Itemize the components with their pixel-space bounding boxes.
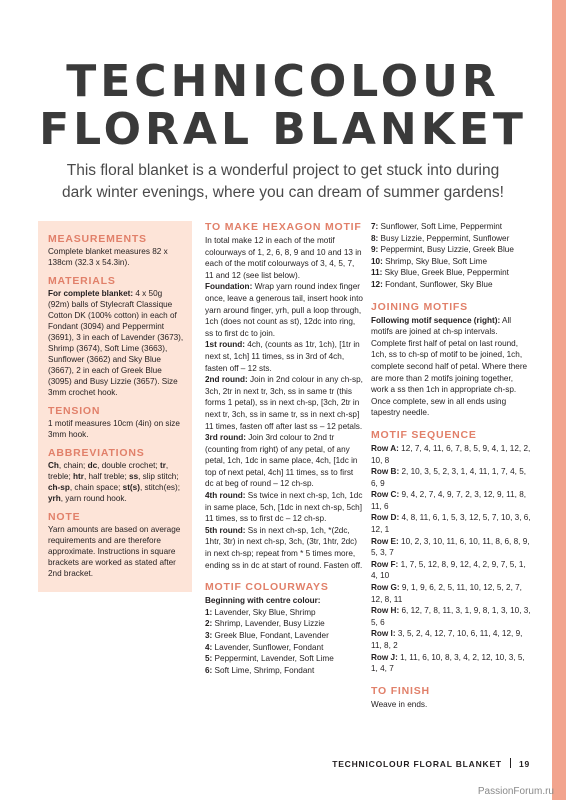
row-label: Row F: <box>371 559 399 569</box>
row-label: Row I: <box>371 629 396 639</box>
footer-separator <box>510 758 511 768</box>
abbr-key: Ch <box>48 461 59 470</box>
note-text: Yarn amounts are based on average requirements and are therefore approximate. Instructions in square brackets are worked as stated after 2nd bracket. <box>48 525 181 578</box>
colourway-number: 9: <box>371 245 379 255</box>
joining-bold: Following motif sequence (right): <box>371 315 501 325</box>
colourways-subheading <box>205 595 363 607</box>
row-values: 10, 2, 3, 10, 11, 6, 10, 11, 8, 6, 8, 9, 5, 3, 7 <box>371 536 530 558</box>
step-text: Ss in next ch-sp, 1ch, *(2dc, 1htr, 3tr) in next ch-sp, 3ch, (3tr, 1htr, 2dc) in next ch-sp; repeat from * 5 times more, ending ss in dc at start of round. Fasten off. <box>205 525 363 570</box>
colourway-item <box>205 653 363 665</box>
row-label: Row H: <box>371 606 400 616</box>
colourway-item <box>371 244 531 256</box>
abbr-key: ss <box>129 472 139 481</box>
row-label: Row D: <box>371 513 400 523</box>
abbr-value: , treble; <box>48 461 169 481</box>
round-4-step <box>205 490 363 525</box>
step-text: Join in 2nd colour in any ch-sp, 3ch, 2tr in next tr, 3ch, ss in same tr (this forms 1 petal), ss in next ch-sp, [3ch, 2tr in next tr, 3ch, ss in same tr, ss in next ch-sp] 11 times, fasten off after last ss – 12 petals. <box>205 375 363 431</box>
sequence-row <box>371 652 531 675</box>
footer-title: TECHNICOLOUR FLORAL BLANKET <box>332 759 502 769</box>
sequence-row <box>371 536 531 559</box>
foundation-step <box>205 281 363 339</box>
page-number: 19 <box>518 759 530 769</box>
colourways-sub-label: Beginning with centre colour: <box>205 596 321 606</box>
abbreviations-text <box>48 460 184 504</box>
step-label: Foundation: <box>205 282 253 292</box>
hexagon-intro: In total make 12 in each of the motif colourways of 1, 2, 6, 8, 9 and 10 and 13 in each of the motif colourways of 3, 4, 5, 7, 11 and 12 (see list below). <box>205 236 362 280</box>
joining-text <box>371 315 531 419</box>
round-2-step <box>205 374 363 432</box>
hexagon-heading: TO MAKE HEXAGON MOTIF <box>205 221 362 233</box>
step-label: 5th round: <box>205 525 246 535</box>
row-label: Row C: <box>371 490 400 500</box>
finish-text: Weave in ends. <box>371 699 428 709</box>
materials-heading: MATERIALS <box>48 275 116 287</box>
tension-heading: TENSION <box>48 405 101 417</box>
colourway-item <box>205 630 363 642</box>
sequence-row <box>371 628 531 651</box>
row-values: 12, 7, 4, 11, 6, 7, 8, 5, 9, 4, 1, 12, 2, 10, 8 <box>371 443 531 465</box>
materials-text <box>48 288 184 398</box>
colourway-number: 8: <box>371 233 379 243</box>
step-label: 2nd round: <box>205 375 248 385</box>
abbr-key: tr <box>159 461 166 470</box>
row-values: 4, 8, 11, 6, 1, 5, 3, 12, 5, 7, 10, 3, 6, 12, 1 <box>371 513 531 535</box>
watermark: PassionForum.ru <box>477 786 554 797</box>
abbr-value: , chain; <box>58 461 88 470</box>
colourway-number: 3: <box>205 631 213 640</box>
sequence-row <box>371 443 531 466</box>
round-3-step <box>205 432 363 490</box>
abbr-value: , half treble; <box>83 472 130 481</box>
colourway-number: 4: <box>205 642 213 652</box>
row-label: Row J: <box>371 652 398 662</box>
materials-body: 4 x 50g (92m) balls of Stylecraft Classique Cotton DK (100% cotton) in each of Fondant (3094) and Peppermint (3691), 3 in each of Lavender (3673), Shrimp (3674), Soft Lime (3663), Sunflower (3662) and Sky Blue (3667), 2 in each of Greek Blue (3095) and Busy Lizzie (3657). Size 3mm crochet hook. <box>48 289 184 397</box>
sequence-row <box>371 582 531 605</box>
row-values: 9, 1, 9, 6, 2, 5, 11, 10, 12, 5, 2, 7, 12, 8, 11 <box>371 583 522 604</box>
colourway-colours: Busy Lizzie, Peppermint, Sunflower <box>378 233 510 243</box>
colourway-number: 5: <box>205 654 213 664</box>
row-label: Row G: <box>371 583 400 593</box>
sequence-heading: MOTIF SEQUENCE <box>371 428 477 441</box>
row-values: 2, 10, 3, 5, 2, 3, 1, 4, 11, 1, 7, 4, 5, 6, 9 <box>371 467 527 488</box>
colourway-item <box>205 642 363 654</box>
round-5-step <box>205 525 363 571</box>
row-label: Row B: <box>371 467 400 477</box>
colourway-number: 7: <box>371 222 379 231</box>
abbr-value: , double crochet; <box>97 461 160 470</box>
page-footer <box>0 758 530 769</box>
abbr-value: , stitch(es); <box>139 483 180 492</box>
step-label: 1st round: <box>205 340 246 350</box>
colourway-colours: Shrimp, Lavender, Busy Lizzie <box>212 619 325 629</box>
title-line-2: FLORAL BLANKET <box>39 104 527 155</box>
instructions-column <box>205 221 363 676</box>
colourway-number: 1: <box>205 607 213 617</box>
colourway-colours: Lavender, Sky Blue, Shrimp <box>212 607 316 617</box>
colourway-number: 12: <box>371 279 383 289</box>
sequence-row <box>371 512 531 535</box>
sequence-row <box>371 605 531 628</box>
round-1-step <box>205 339 363 374</box>
colourway-colours: Shrimp, Sky Blue, Soft Lime <box>382 256 488 266</box>
colourway-number: 2: <box>205 619 213 629</box>
colourways-heading: MOTIF COLOURWAYS <box>205 581 329 594</box>
measurements-heading: MEASUREMENTS <box>48 233 147 245</box>
abbr-value: , chain space; <box>69 483 123 492</box>
info-sidebar <box>38 221 192 592</box>
colourway-number: 10: <box>371 256 383 266</box>
row-values: 3, 5, 2, 4, 12, 7, 10, 6, 11, 4, 12, 9, 11, 8, 2 <box>371 629 523 650</box>
step-text: 4ch, (counts as 1tr, 1ch), [1tr in next st, 1ch] 11 times, ss in 3rd of 4ch, fasten off – 12 sts. <box>205 340 360 373</box>
colourway-colours: Lavender, Sunflower, Fondant <box>212 642 324 652</box>
abbr-key: htr <box>73 472 84 481</box>
step-label: 4th round: <box>205 491 246 501</box>
colourway-colours: Greek Blue, Fondant, Lavender <box>212 631 329 640</box>
colourway-item <box>371 256 531 268</box>
colourway-number: 6: <box>205 665 213 675</box>
abbr-key: yrh <box>48 494 61 503</box>
abbr-key: dc <box>87 461 98 470</box>
abbr-key: st(s) <box>122 483 140 492</box>
abbr-value: , yarn round hook. <box>60 494 127 503</box>
abbreviations-heading: ABBREVIATIONS <box>48 447 145 459</box>
row-label: Row A: <box>371 443 399 453</box>
colourway-colours: Peppermint, Busy Lizzie, Greek Blue <box>378 245 514 255</box>
colourway-colours: Soft Lime, Shrimp, Fondant <box>212 665 315 675</box>
step-text: Wrap yarn round index finger once, leave a generous tail, insert hook into yarn around finger, yrh, pull a loop through, 1ch (does not count as st), 12dc into ring, ss to first dc to join. <box>205 282 363 338</box>
sequence-row <box>371 489 531 512</box>
colourway-colours: Peppermint, Lavender, Soft Lime <box>212 654 334 664</box>
colourway-colours: Sky Blue, Greek Blue, Peppermint <box>382 268 509 278</box>
colourway-item <box>371 267 531 279</box>
row-values: 9, 4, 2, 7, 4, 9, 7, 2, 3, 12, 9, 11, 8, 11, 6 <box>371 490 527 511</box>
colourway-colours: Fondant, Sunflower, Sky Blue <box>382 279 493 289</box>
colourway-item <box>371 233 531 245</box>
note-heading: NOTE <box>48 511 81 523</box>
materials-bold: For complete blanket: <box>48 289 134 298</box>
tension-text: 1 motif measures 10cm (4in) on size 3mm hook. <box>48 419 180 439</box>
row-values: 6, 12, 7, 8, 11, 3, 1, 9, 8, 1, 3, 10, 3, 5, 6 <box>371 606 531 627</box>
row-values: 1, 11, 6, 10, 8, 3, 4, 2, 12, 10, 3, 5, 1, 4, 7 <box>371 652 525 674</box>
measurements-text: Complete blanket measures 82 x 138cm (32.3 x 54.3in). <box>48 247 168 267</box>
sequence-row <box>371 559 531 582</box>
title-line-1: TECHNICOLOUR <box>66 56 500 107</box>
joining-heading: JOINING MOTIFS <box>371 300 468 313</box>
row-label: Row E: <box>371 536 399 546</box>
step-label: 3rd round: <box>205 433 246 443</box>
colourway-item <box>205 665 363 677</box>
abbr-value: , slip stitch; <box>138 472 179 481</box>
finish-heading: TO FINISH <box>371 684 430 697</box>
intro-text: This floral blanket is a wonderful project to get stuck into during dark winter evenings, where you can dream of summer gardens! <box>62 162 504 201</box>
sequence-row <box>371 466 531 489</box>
colourway-item <box>371 221 531 233</box>
sequence-column <box>371 221 531 710</box>
abbr-key: ch-sp <box>48 483 70 492</box>
colourway-item <box>205 618 363 630</box>
step-text: Ss twice in next ch-sp, 1ch, 1dc in same place, 5ch, [1dc in next ch-sp, 5ch] 11 times, ss to first dc – 12 ch-sp. <box>205 491 363 524</box>
joining-body: All motifs are joined at ch-sp intervals. Complete first half of petal on last round, 1ch, ss to ch-sp of motif to be joined, 1ch, complete second half of petal. Where there are more than 2 motifs joining together, work a ss then 1ch in appropriate ch-sp. Once complete, sew in all ends using tapestry needle. <box>371 315 528 418</box>
step-text: Join 3rd colour to 2nd tr (counting from right) of any petal, of any petal, 1ch, 1dc in same place, 4ch, [1dc in top of next petal, 4ch] 11 times, ss to first dc at beg of round – 12 ch-sp. <box>205 433 358 489</box>
colourway-item <box>205 607 363 619</box>
colourway-number: 11: <box>371 268 383 278</box>
colourway-colours: Sunflower, Soft Lime, Peppermint <box>378 222 503 231</box>
row-values: 1, 7, 5, 12, 8, 9, 12, 4, 2, 9, 7, 5, 1, 4, 10 <box>371 559 526 581</box>
colourway-item <box>371 279 531 291</box>
